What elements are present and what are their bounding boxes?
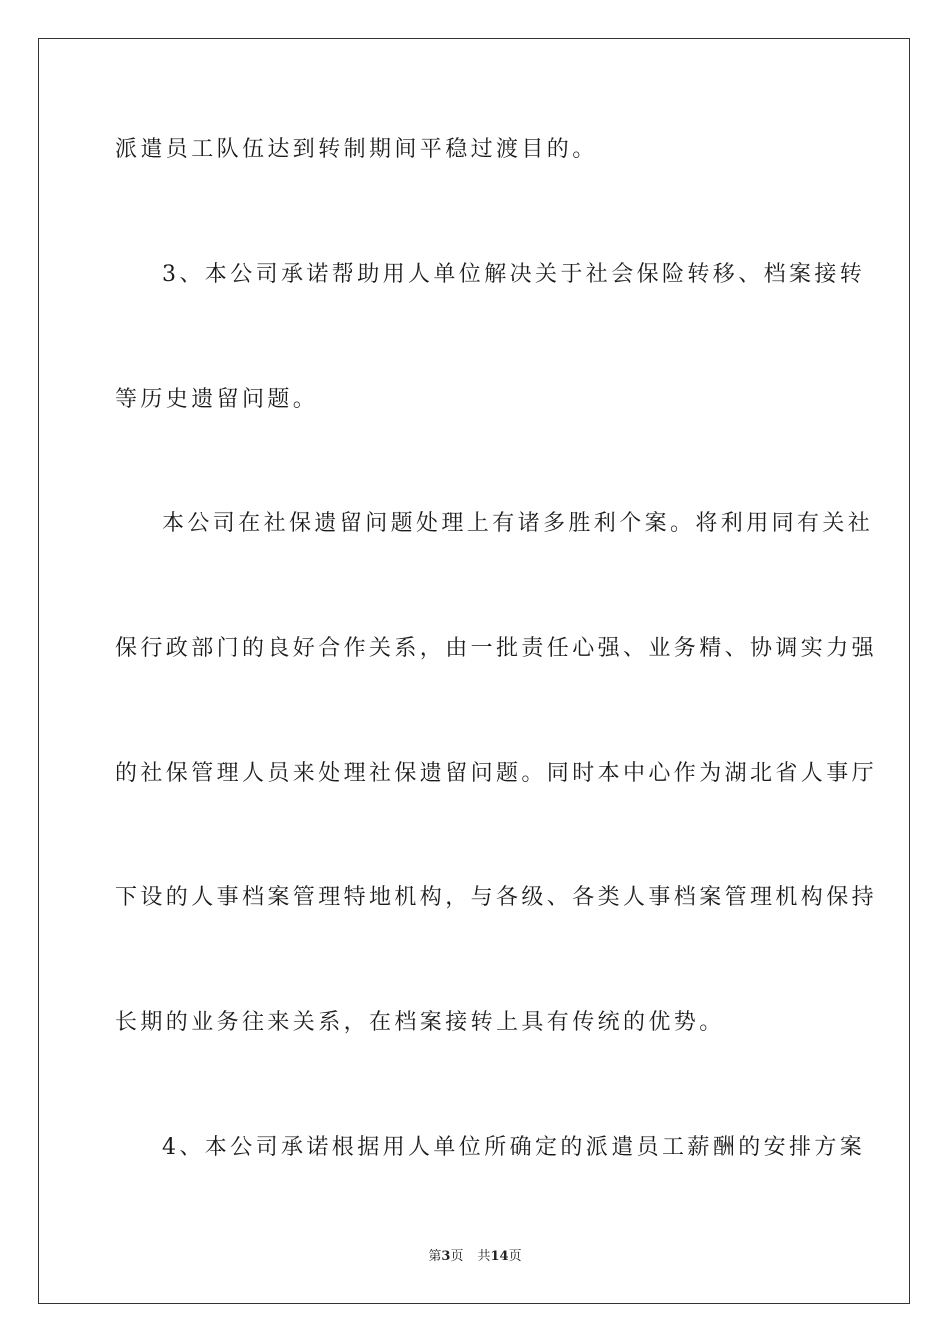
page-number: 3 [441, 1249, 451, 1264]
page-suffix: 页 [450, 1249, 464, 1264]
total-suffix: 页 [508, 1249, 522, 1264]
text-line-5: 保行政部门的良好合作关系，由一批责任心强、业务精、协调实力强 [115, 636, 878, 661]
text-line-9: 4、本公司承诺根据用人单位所确定的派遣员工薪酬的安排方案 [162, 1135, 866, 1160]
page-footer [0, 1249, 950, 1265]
text-line-6: 的社保管理人员来处理社保遗留问题。同时本中心作为湖北省人事厅 [115, 761, 878, 786]
text-line-4: 本公司在社保遗留问题处理上有诸多胜利个案。将利用同有关社 [162, 511, 874, 536]
page-prefix: 第 [428, 1249, 442, 1264]
text-line-7: 下设的人事档案管理特地机构，与各级、各类人事档案管理机构保持 [115, 885, 878, 910]
page-border [38, 38, 910, 1304]
text-line-3: 等历史遗留问题。 [115, 387, 319, 412]
text-line-1: 派遣员工队伍达到转制期间平稳过渡目的。 [115, 137, 598, 162]
total-prefix: 共 [477, 1249, 491, 1264]
total-pages: 14 [490, 1249, 509, 1264]
text-line-2: 3、本公司承诺帮助用人单位解决关于社会保险转移、档案接转 [162, 262, 866, 287]
text-line-8: 长期的业务往来关系，在档案接转上具有传统的优势。 [115, 1010, 725, 1035]
